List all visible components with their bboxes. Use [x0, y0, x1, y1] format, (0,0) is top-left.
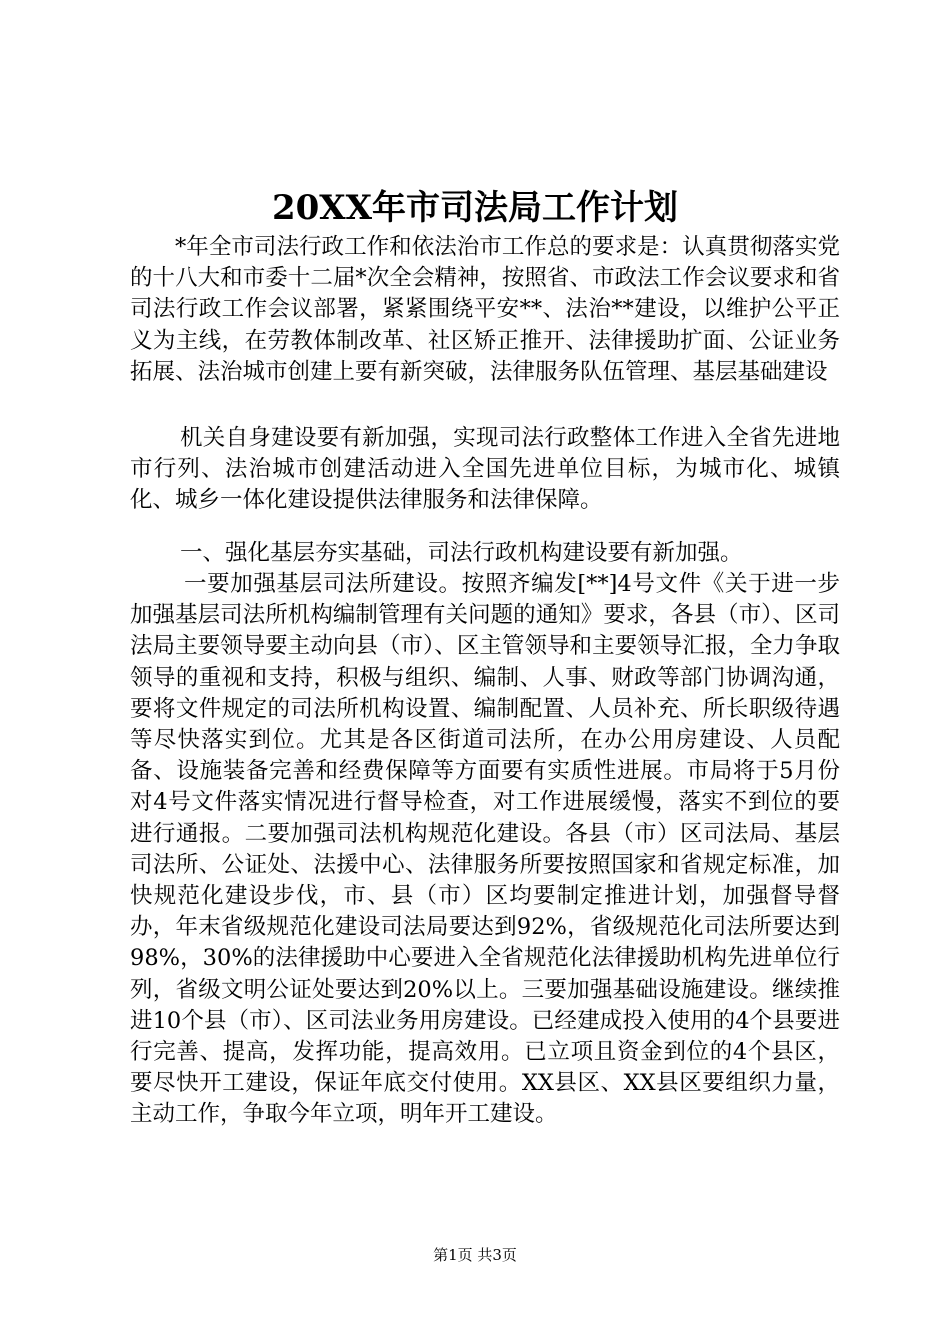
section-heading-1: 一、强化基层夯实基础，司法行政机构建设要有新加强。	[180, 540, 743, 566]
paragraph-section-1-body: 一要加强基层司法所建设。按照齐编发[**]4号文件《关于进一步加强基层司法所机构编制管理有关问题的通知》要求，各县（市）、区司法局主要领导要主动向县（市）、区主管领导和主要领导汇报，全力争取领导的重视和支持，积极与组织、编制、人事、财政等部门协调沟通，要将文件规定的司法所机构设置、编制配置、人员补充、所长职级待遇等尽快落实到位。尤其是各区街道司法所，在办公用房建设、人员配备、设施装备完善和经费保障等方面要有实质性进展。市局将于5月份对4号文件落实情况进行督导检查，对工作进展缓慢，落实不到位的要进行通报。二要加强司法机构规范化建设。各县（市）区司法局、基层司法所、公证处、法援中心、法律服务所要按照国家和省规定标准，加快规范化建设步伐，市、县（市）区均要制定推进计划，加强督导督办，年末省级规范化建设司法局要达到92%，省级规范化司法所要达到98%，30%的法律援助中心要进入全省规范化法律援助机构先进单位行列，省级文明公证处要达到20%以上。三要加强基础设施建设。继续推进10个县（市）、区司法业务用房建设。已经建成投入使用的4个县要进行完善、提高，发挥功能，提高效用。已立项且资金到位的4个县区，要尽快开工建设，保证年底交付使用。XX县区、XX县区要组织力量，主动工作，争取今年立项，明年开工建设。	[130, 571, 840, 1128]
paragraph-intro: *年全市司法行政工作和依法治市工作总的要求是：认真贯彻落实党的十八大和市委十二届*次全会精神，按照省、市政法工作会议要求和省司法行政工作会议部署，紧紧围绕平安**、法治**建设，以维护公平正义为主线，在劳教体制改革、社区矫正推开、法律援助扩面、公证业务拓展、法治城市创建上要有新突破，法律服务队伍管理、基层基础建设	[130, 234, 840, 385]
paragraph-goals: 机关自身建设要有新加强，实现司法行政整体工作进入全省先进地市行列、法治城市创建活动进入全国先进单位目标，为城市化、城镇化、城乡一体化建设提供法律服务和法律保障。	[130, 425, 840, 514]
page-title: 20XX年市司法局工作计划	[271, 188, 679, 228]
page-footer: 第1页 共3页	[433, 1246, 517, 1264]
